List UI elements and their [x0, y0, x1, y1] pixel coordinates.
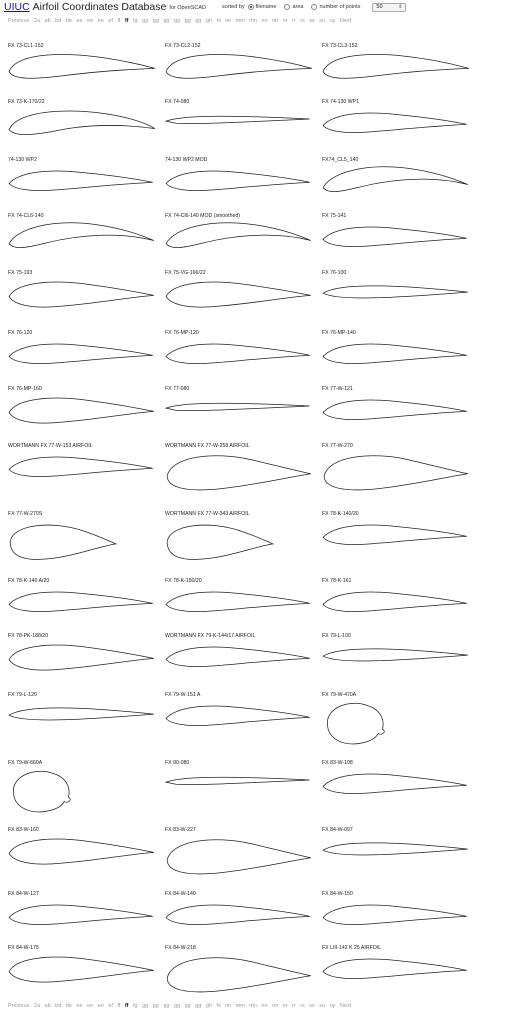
page-subtitle: for OpenSCAD: [169, 5, 207, 11]
airfoil-card[interactable]: [322, 692, 472, 742]
airfoil-card[interactable]: [8, 578, 158, 628]
airfoil-outline: [166, 282, 311, 307]
page-link-2a[interactable]: 2a: [33, 18, 41, 24]
airfoil-card[interactable]: [8, 511, 158, 561]
airfoil-name[interactable]: 74-130 WP2: [8, 157, 37, 163]
sort-label: sorted by: [222, 4, 245, 10]
page-link-nn[interactable]: nn: [272, 18, 279, 24]
airfoil-card[interactable]: [8, 760, 158, 810]
page-link-ab[interactable]: ab: [44, 1003, 51, 1009]
airfoil-card[interactable]: [322, 633, 472, 683]
page-link-su[interactable]: su: [319, 18, 326, 24]
page-link-rs[interactable]: rs: [300, 1003, 305, 1009]
airfoil-outline: [167, 958, 311, 992]
airfoil-profile: [165, 767, 315, 815]
page-link-ee[interactable]: ee: [76, 18, 83, 24]
airfoil-profile: [165, 337, 315, 385]
airfoil-profile: [8, 50, 158, 98]
airfoil-card[interactable]: [8, 270, 158, 320]
airfoil-outline: [10, 525, 116, 559]
airfoil-profile: [322, 393, 472, 441]
airfoil-card[interactable]: [8, 827, 158, 877]
airfoil-profile: [165, 164, 315, 212]
airfoil-name[interactable]: FX 74-080: [165, 99, 190, 105]
page-link-gg[interactable]: gg: [142, 18, 149, 24]
airfoil-name[interactable]: FX 78-K-150/20: [165, 578, 202, 584]
airfoil-card[interactable]: [322, 330, 472, 380]
page-link-hi[interactable]: hi: [216, 18, 221, 24]
airfoil-profile: [165, 277, 315, 325]
airfoil-profile: [8, 767, 158, 815]
airfoil-profile: [322, 50, 472, 98]
page-link-im[interactable]: im: [225, 18, 232, 24]
chevron-updown-icon: ⇕: [398, 4, 403, 10]
airfoil-name[interactable]: FX 75-141: [322, 213, 347, 219]
airfoil-name[interactable]: 74-130 WP2 MOD: [165, 157, 208, 163]
airfoil-outline: [323, 286, 468, 298]
page-link-gg[interactable]: gg: [152, 18, 159, 24]
airfoil-card[interactable]: [165, 511, 315, 561]
page-link-rs[interactable]: rs: [300, 18, 305, 24]
airfoil-card[interactable]: [8, 157, 158, 207]
airfoil-card[interactable]: [8, 43, 158, 93]
airfoil-outline: [9, 905, 153, 925]
airfoil-profile: [165, 834, 315, 882]
airfoil-outline: [9, 344, 153, 364]
airfoil-outline: [9, 592, 153, 612]
airfoil-profile: [8, 898, 158, 946]
airfoil-profile: [165, 450, 315, 498]
airfoil-outline: [324, 456, 468, 490]
airfoil-card[interactable]: [165, 330, 315, 380]
airfoil-card[interactable]: [322, 511, 472, 561]
airfoil-name[interactable]: FX 78-K-161: [322, 578, 352, 584]
airfoil-card[interactable]: [165, 945, 315, 995]
airfoil-name[interactable]: FX 73-CL3-152: [322, 43, 358, 49]
page-link-ee[interactable]: ee: [97, 1003, 104, 1009]
page-link-mn[interactable]: mn: [249, 1003, 257, 1009]
airfoil-outline: [323, 905, 467, 925]
airfoil-card[interactable]: [322, 270, 472, 320]
airfoil-profile: [322, 518, 472, 566]
airfoil-card[interactable]: [322, 945, 472, 995]
page-link-gg[interactable]: gg: [173, 18, 181, 24]
page-link-gg[interactable]: gg: [163, 1003, 170, 1009]
airfoil-outline: [323, 592, 467, 612]
airfoil-name[interactable]: FX 77-080: [165, 386, 190, 392]
airfoil-profile: [8, 106, 158, 154]
airfoil-outline: [166, 905, 310, 925]
page-link-fg[interactable]: fg: [133, 1003, 138, 1009]
page-link-rr[interactable]: rr: [292, 1003, 296, 1009]
airfoil-profile: [165, 106, 315, 154]
airfoil-outline: [9, 708, 154, 720]
airfoil-profile: [322, 585, 472, 633]
airfoil-card[interactable]: [165, 578, 315, 628]
previous-link[interactable]: Previous: [8, 1003, 30, 1009]
airfoil-card[interactable]: [8, 386, 158, 436]
airfoil-card[interactable]: [322, 891, 472, 941]
airfoil-outline: [323, 167, 468, 192]
airfoil-card[interactable]: [165, 692, 315, 742]
airfoil-outline: [9, 111, 155, 135]
airfoil-profile: [8, 640, 158, 688]
page-link-ss[interactable]: ss: [309, 1003, 315, 1009]
airfoil-name[interactable]: FX 78-K-140 A/20: [8, 578, 50, 584]
airfoil-name[interactable]: FX 84-W-127: [8, 891, 39, 897]
airfoil-card[interactable]: [165, 386, 315, 436]
sort-points-label[interactable]: number of points: [319, 4, 361, 10]
airfoil-outline: [166, 403, 310, 410]
page-link-rr[interactable]: rr: [292, 18, 296, 24]
airfoil-name[interactable]: FX 78-K-140/20: [322, 511, 359, 517]
airfoil-name[interactable]: FX 83-W-108: [322, 760, 353, 766]
page-link-uy[interactable]: uy: [329, 18, 336, 24]
airfoil-profile: [8, 337, 158, 385]
airfoil-profile: [322, 767, 472, 815]
page-link-ee[interactable]: ee: [76, 1003, 83, 1009]
airfoil-name[interactable]: FX 76-100: [322, 270, 347, 276]
airfoil-name[interactable]: FX 73-CL2-152: [165, 43, 201, 49]
page-link-hi[interactable]: hi: [216, 1003, 221, 1009]
airfoil-card[interactable]: [322, 760, 472, 810]
airfoil-name[interactable]: WORTMANN FX 77-W-343 AIRFOIL: [165, 511, 250, 517]
page-link-gg[interactable]: gg: [163, 18, 170, 24]
airfoil-profile: [322, 164, 472, 212]
next-link[interactable]: Next: [339, 1003, 352, 1009]
airfoil-name[interactable]: FX 77-W-270S: [8, 511, 43, 517]
airfoil-profile: [8, 164, 158, 212]
airfoil-profile: [165, 699, 315, 747]
airfoil-profile: [8, 277, 158, 325]
airfoil-outline: [323, 959, 467, 979]
page-link-bd[interactable]: bd: [55, 1003, 62, 1009]
airfoil-name[interactable]: FX 84-W-218: [165, 945, 196, 951]
airfoil-outline: [323, 54, 469, 78]
airfoil-name[interactable]: FX 84-W-175: [8, 945, 39, 951]
page-link-gh[interactable]: gh: [205, 1003, 212, 1009]
airfoil-profile: [322, 106, 472, 154]
airfoil-card[interactable]: [322, 157, 472, 207]
next-link[interactable]: Next: [339, 18, 352, 24]
airfoil-card[interactable]: [165, 157, 315, 207]
page-link-su[interactable]: su: [319, 1003, 326, 1009]
airfoil-outline: [327, 703, 384, 744]
airfoil-card[interactable]: [8, 633, 158, 683]
page-link-ff[interactable]: ff: [124, 18, 129, 24]
airfoil-name[interactable]: FX 78-PK-188/20: [8, 633, 49, 639]
airfoil-name[interactable]: FX 74-Cl6-140 MOD (smoothed): [165, 213, 240, 219]
airfoil-card[interactable]: [165, 270, 315, 320]
airfoil-card[interactable]: [8, 891, 158, 941]
page-link-nn[interactable]: nn: [261, 1003, 268, 1009]
airfoil-card[interactable]: [8, 692, 158, 742]
airfoil-profile: [165, 640, 315, 688]
airfoil-outline: [323, 525, 467, 545]
airfoil-name[interactable]: FX 75-193: [8, 270, 33, 276]
airfoil-card[interactable]: [165, 213, 315, 263]
page-link-ee[interactable]: ee: [97, 18, 104, 24]
airfoil-outline: [166, 647, 310, 667]
airfoil-profile: [165, 952, 315, 1000]
page-link-ab[interactable]: ab: [44, 18, 51, 24]
airfoil-name[interactable]: FX 84-W-140: [165, 891, 196, 897]
airfoil-profile: [8, 699, 158, 747]
page-link-nr[interactable]: nr: [282, 18, 288, 24]
airfoil-card[interactable]: [165, 827, 315, 877]
sort-area-label[interactable]: area: [292, 4, 304, 10]
airfoil-profile: [8, 952, 158, 1000]
airfoil-name[interactable]: FX 77-W-270: [322, 443, 353, 449]
airfoil-name[interactable]: FX 75-VG-166/22: [165, 270, 206, 276]
previous-link[interactable]: Previous: [8, 18, 30, 24]
page-link-nn[interactable]: nn: [272, 1003, 279, 1009]
airfoil-name[interactable]: FX 76-MP-140: [322, 330, 356, 336]
page-link-gg[interactable]: gg: [142, 1003, 149, 1009]
sort-filename-label[interactable]: filename: [255, 4, 277, 10]
airfoil-name[interactable]: FX 73-CL1-152: [8, 43, 44, 49]
airfoil-name[interactable]: FX LIII-142 K 25 AIRFOIL: [322, 945, 382, 951]
airfoil-outline: [166, 223, 311, 248]
airfoil-outline: [323, 400, 467, 420]
airfoil-profile: [322, 220, 472, 268]
page-link-ee[interactable]: ee: [87, 18, 94, 24]
airfoil-outline: [9, 223, 154, 248]
airfoil-name[interactable]: FX 80-080: [165, 760, 190, 766]
airfoil-profile: [8, 834, 158, 882]
page-link-gg[interactable]: gg: [184, 18, 191, 24]
airfoil-profile: [165, 518, 315, 566]
page-link-gg[interactable]: gg: [195, 1003, 202, 1009]
airfoil-name[interactable]: FX 83-W-160: [8, 827, 39, 833]
airfoil-outline: [9, 54, 155, 78]
page-link-ff[interactable]: ff: [117, 18, 121, 24]
airfoil-card[interactable]: [322, 827, 472, 877]
airfoil-profile: [322, 337, 472, 385]
airfoil-outline: [166, 344, 310, 364]
page-link-bd[interactable]: bd: [55, 18, 62, 24]
airfoil-outline: [13, 771, 70, 812]
airfoil-card[interactable]: [165, 760, 315, 810]
airfoil-outline: [167, 840, 311, 874]
airfoil-outline: [166, 777, 310, 784]
page-link-gg[interactable]: gg: [152, 1003, 159, 1009]
airfoil-name[interactable]: FX 83-W-227: [165, 827, 196, 833]
page-link-2a[interactable]: 2a: [33, 1003, 41, 1009]
airfoil-profile: [165, 585, 315, 633]
airfoil-outline: [9, 839, 154, 864]
page-link-nr[interactable]: nr: [282, 1003, 288, 1009]
uiuc-link[interactable]: UIUC: [4, 1, 30, 13]
page-link-ee[interactable]: ee: [87, 1003, 94, 1009]
airfoil-card[interactable]: [165, 99, 315, 149]
page-link-im[interactable]: im: [225, 1003, 232, 1009]
page-link-ff[interactable]: ff: [117, 1003, 121, 1009]
airfoil-card[interactable]: [322, 386, 472, 436]
pagination-bottom: [8, 1001, 356, 1011]
airfoil-outline: [323, 649, 468, 661]
airfoil-name[interactable]: FX 79-L-100: [322, 633, 351, 639]
airfoil-name[interactable]: FX 84-W-097: [322, 827, 353, 833]
airfoil-outline: [166, 171, 310, 191]
airfoil-card[interactable]: [8, 99, 158, 149]
page-link-mm[interactable]: mm: [235, 1003, 245, 1009]
airfoil-card[interactable]: [165, 891, 315, 941]
airfoil-outline: [166, 592, 310, 612]
airfoil-profile: [165, 393, 315, 441]
page-link-uy[interactable]: uy: [329, 1003, 336, 1009]
airfoil-name[interactable]: WORTMANN FX 77-W-153 AIRFOIL: [8, 443, 93, 449]
airfoil-outline: [9, 282, 154, 307]
airfoil-outline: [167, 525, 273, 559]
airfoil-outline: [9, 645, 154, 670]
airfoil-name[interactable]: FX 79-W-151 A: [165, 692, 201, 698]
airfoil-name[interactable]: FX 73-K-170/22: [8, 99, 45, 105]
airfoil-name[interactable]: FX 79-W-660A: [8, 760, 43, 766]
airfoil-card[interactable]: [8, 443, 158, 493]
page-title: Airfoil Coordinates Database: [32, 1, 167, 13]
page-link-gg[interactable]: gg: [195, 18, 202, 24]
airfoil-name[interactable]: FX 74-130 WP1: [322, 99, 359, 105]
airfoil-card[interactable]: [165, 443, 315, 493]
airfoil-outline: [167, 456, 311, 490]
page-link-gh[interactable]: gh: [205, 18, 212, 24]
page-link-ef[interactable]: ef: [108, 1003, 113, 1009]
airfoil-outline: [9, 957, 154, 982]
page-link-de[interactable]: de: [65, 1003, 72, 1009]
page-link-nn[interactable]: nn: [261, 18, 268, 24]
page-link-mn[interactable]: mn: [249, 18, 257, 24]
airfoil-profile: [8, 450, 158, 498]
airfoil-profile: [322, 898, 472, 946]
airfoil-profile: [165, 50, 315, 98]
airfoil-outline: [323, 344, 467, 364]
airfoil-card[interactable]: [8, 330, 158, 380]
page-link-ef[interactable]: ef: [108, 18, 113, 24]
per-page-value: 50: [376, 4, 383, 10]
airfoil-profile: [8, 393, 158, 441]
airfoil-profile: [322, 952, 472, 1000]
airfoil-profile: [165, 898, 315, 946]
airfoil-card[interactable]: [322, 578, 472, 628]
airfoil-profile: [322, 450, 472, 498]
airfoil-outline: [166, 116, 310, 123]
airfoil-outline: [9, 171, 153, 191]
page-link-fg[interactable]: fg: [133, 18, 138, 24]
airfoil-name[interactable]: FX 76-MP-160: [8, 386, 42, 392]
airfoil-name[interactable]: FX 79-W-470A: [322, 692, 357, 698]
airfoil-card[interactable]: [8, 945, 158, 995]
airfoil-card[interactable]: [165, 633, 315, 683]
airfoil-card[interactable]: [165, 43, 315, 93]
airfoil-name[interactable]: FX 76-120: [8, 330, 33, 336]
airfoil-outline: [323, 227, 467, 247]
airfoil-name[interactable]: FX74_CL5_140: [322, 157, 359, 163]
page-link-gg[interactable]: gg: [184, 1003, 191, 1009]
airfoil-name[interactable]: FX 76-MP-120: [165, 330, 199, 336]
airfoil-profile: [322, 640, 472, 688]
airfoil-profile: [322, 699, 472, 747]
airfoil-profile: [8, 585, 158, 633]
airfoil-profile: [322, 834, 472, 882]
airfoil-profile: [165, 220, 315, 268]
page-link-ss[interactable]: ss: [309, 18, 315, 24]
airfoil-outline: [9, 457, 153, 477]
airfoil-outline: [166, 54, 312, 78]
airfoil-card[interactable]: [322, 99, 472, 149]
airfoil-name[interactable]: FX 77-W-121: [322, 386, 353, 392]
page-link-gg[interactable]: gg: [173, 1003, 181, 1009]
airfoil-outline: [323, 113, 467, 133]
airfoil-name[interactable]: WORTMANN FX 77-W-258 AIRFOIL: [165, 443, 250, 449]
airfoil-name[interactable]: WORTMANN FX 79-K-144/17 AIRFOIL: [165, 633, 256, 639]
airfoil-card[interactable]: [322, 443, 472, 493]
airfoil-card[interactable]: [8, 213, 158, 263]
airfoil-profile: [322, 277, 472, 325]
airfoil-name[interactable]: FX 79-L-120: [8, 692, 37, 698]
airfoil-card[interactable]: [322, 213, 472, 263]
airfoil-name[interactable]: FX 84-W-150: [322, 891, 353, 897]
airfoil-card[interactable]: [322, 43, 472, 93]
airfoil-outline: [166, 706, 310, 726]
airfoil-name[interactable]: FX 74-CL6-140: [8, 213, 44, 219]
page-link-ff[interactable]: ff: [124, 1003, 129, 1009]
airfoil-profile: [8, 220, 158, 268]
page-link-de[interactable]: de: [65, 18, 72, 24]
page-link-mm[interactable]: mm: [235, 18, 245, 24]
airfoil-profile: [8, 518, 158, 566]
airfoil-outline: [323, 774, 467, 794]
airfoil-outline: [323, 843, 468, 855]
airfoil-outline: [9, 398, 154, 423]
